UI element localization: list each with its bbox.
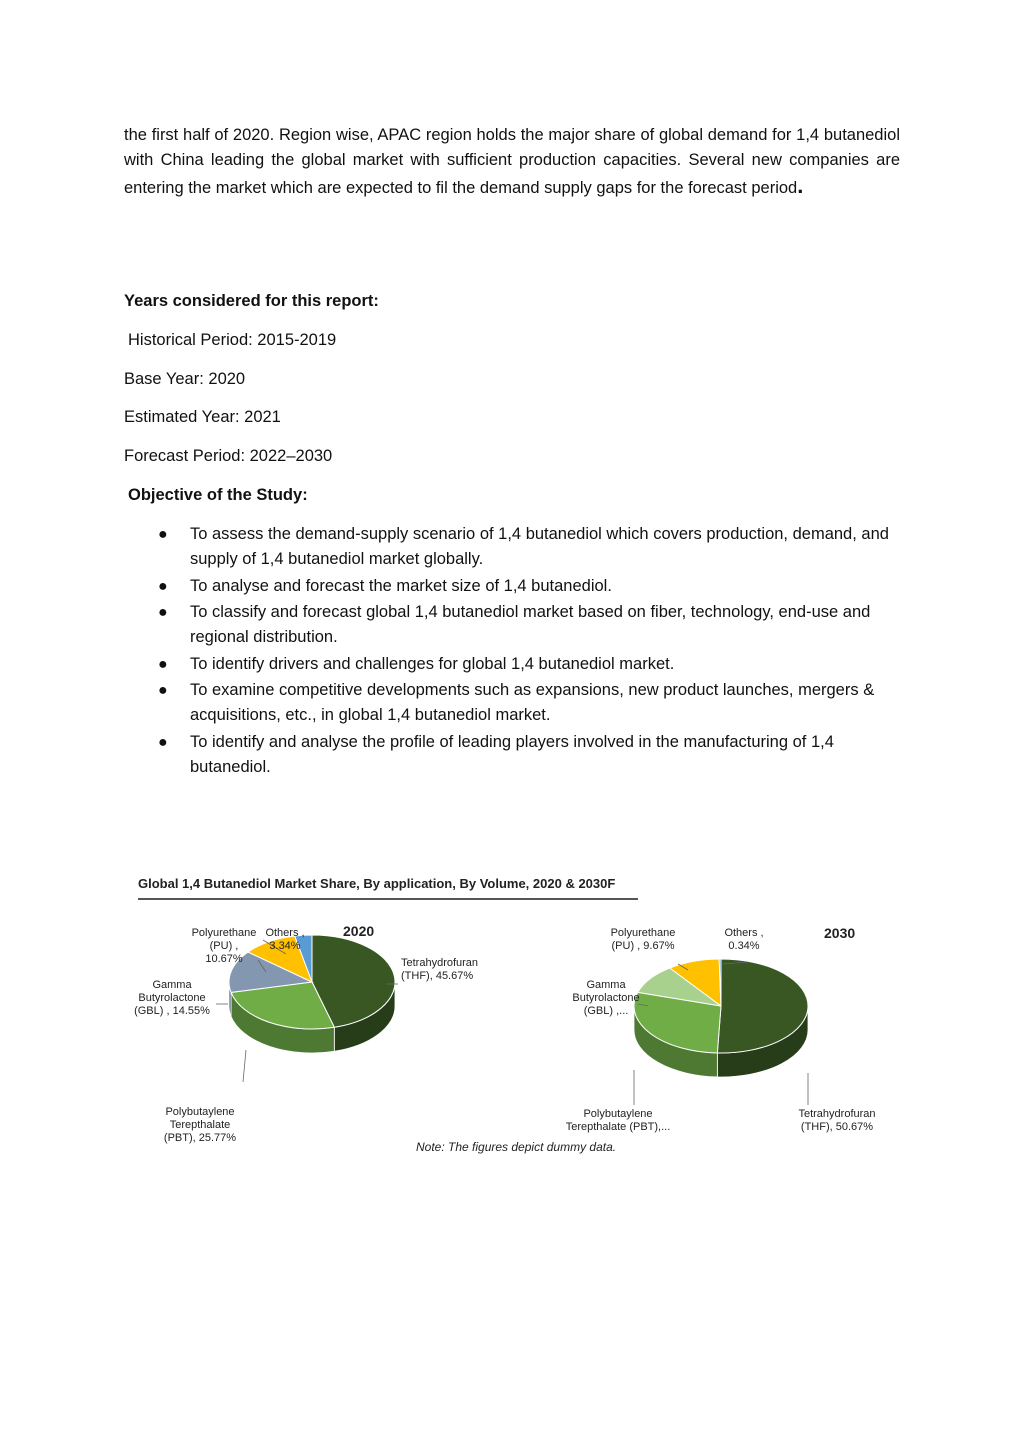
objective-item-text: To analyse and forecast the market size of 1,4 butanediol. — [190, 576, 612, 595]
pie-data-label: 0.34% — [728, 940, 760, 952]
pie-data-label: 3.34% — [269, 940, 301, 952]
pie-data-label: Polybutaylene — [165, 1106, 235, 1118]
figure-title: Global 1,4 Butanediol Market Share, By application, By Volume, 2020 & 2030F — [138, 876, 616, 891]
bullet-icon: ● — [158, 655, 168, 673]
objective-item — [124, 574, 900, 599]
pie-charts-svg — [128, 900, 898, 1165]
pie-year-label: 2020 — [343, 923, 375, 939]
historical-period: Historical Period: 2015-2019 — [128, 331, 337, 349]
pie-data-label: (THF), 45.67% — [401, 970, 474, 982]
objective-item-text: To identify and analyse the profile of leading players involved in the manufacturing of 1,4 butanediol. — [190, 732, 834, 776]
pie-data-label: Butyrolactone — [572, 992, 640, 1004]
objective-item-text: To assess the demand-supply scenario of 1,4 butanediol which covers production, demand, and supply of 1,4 butanediol market globally. — [190, 525, 889, 568]
pie-data-label: Gamma — [152, 979, 192, 991]
objective-item-text: To examine competitive developments such as expansions, new product launches, mergers & acquisitions, etc., in global 1,4 butanediol market. — [190, 681, 875, 724]
objective-item-text: To classify and forecast global 1,4 butanediol market based on fiber, technology, end-use and regional distribution. — [190, 603, 871, 646]
pie-data-label: 10.67% — [205, 953, 243, 965]
leader-line — [243, 1050, 246, 1082]
pie-data-label: (PU) , 9.67% — [611, 940, 675, 952]
objective-item-text: To identify drivers and challenges for global 1,4 butanediol market. — [190, 654, 675, 673]
pie-data-label: Polyurethane — [191, 927, 257, 939]
pie-data-label: Terepthalate — [169, 1119, 231, 1131]
intro-paragraph-text: the first half of 2020. Region wise, APAC region holds the major share of global demand for 1,4 butanediol with China leading the global market with sufficient production capacities. Several new companies are entering the market which are expected to fil the demand supply gaps for the forecast period — [124, 126, 900, 197]
pie-data-label: (PBT), 25.77% — [163, 1132, 237, 1144]
objective-item — [124, 652, 900, 677]
objective-item — [124, 600, 900, 650]
objective-list — [124, 522, 900, 781]
pie-data-label: Others , — [265, 927, 305, 939]
pie-data-label: Terepthalate (PBT),... — [565, 1121, 671, 1133]
bullet-icon: ● — [158, 733, 168, 751]
market-share-figure — [128, 870, 898, 1170]
pie-data-label: (THF), 50.67% — [800, 1121, 874, 1133]
pie-data-label: Tetrahydrofuran — [798, 1108, 876, 1120]
objective-heading: Objective of the Study: — [128, 486, 308, 504]
objective-item — [124, 678, 900, 728]
forecast-period: Forecast Period: 2022–2030 — [124, 447, 333, 465]
objective-item — [124, 522, 900, 572]
figure-note: Note: The figures depict dummy data. — [416, 1140, 617, 1154]
pie-data-label: Polyurethane — [610, 927, 676, 939]
pie-data-label: Others , — [724, 927, 764, 939]
years-heading: Years considered for this report: — [124, 292, 379, 310]
pie-data-label: Butyrolactone — [138, 992, 206, 1004]
bullet-icon: ● — [158, 682, 168, 699]
pie-data-label: (PU) , — [209, 940, 239, 952]
intro-paragraph — [124, 123, 900, 201]
pie-data-label: (GBL) , 14.55% — [134, 1005, 210, 1017]
paragraph-end-mark: . — [797, 173, 804, 198]
objective-item — [124, 730, 900, 780]
pie-data-label: Tetrahydrofuran — [401, 957, 479, 969]
pie-data-label: (GBL) ,... — [583, 1005, 629, 1017]
estimated-year: Estimated Year: 2021 — [124, 408, 281, 426]
bullet-icon: ● — [158, 604, 168, 621]
bullet-icon: ● — [158, 577, 168, 595]
base-year: Base Year: 2020 — [124, 370, 246, 388]
bullet-icon: ● — [158, 526, 168, 543]
pie-year-label: 2030 — [824, 925, 856, 941]
pie-data-label: Polybutaylene — [583, 1108, 653, 1120]
pie-data-label: Gamma — [586, 979, 626, 991]
